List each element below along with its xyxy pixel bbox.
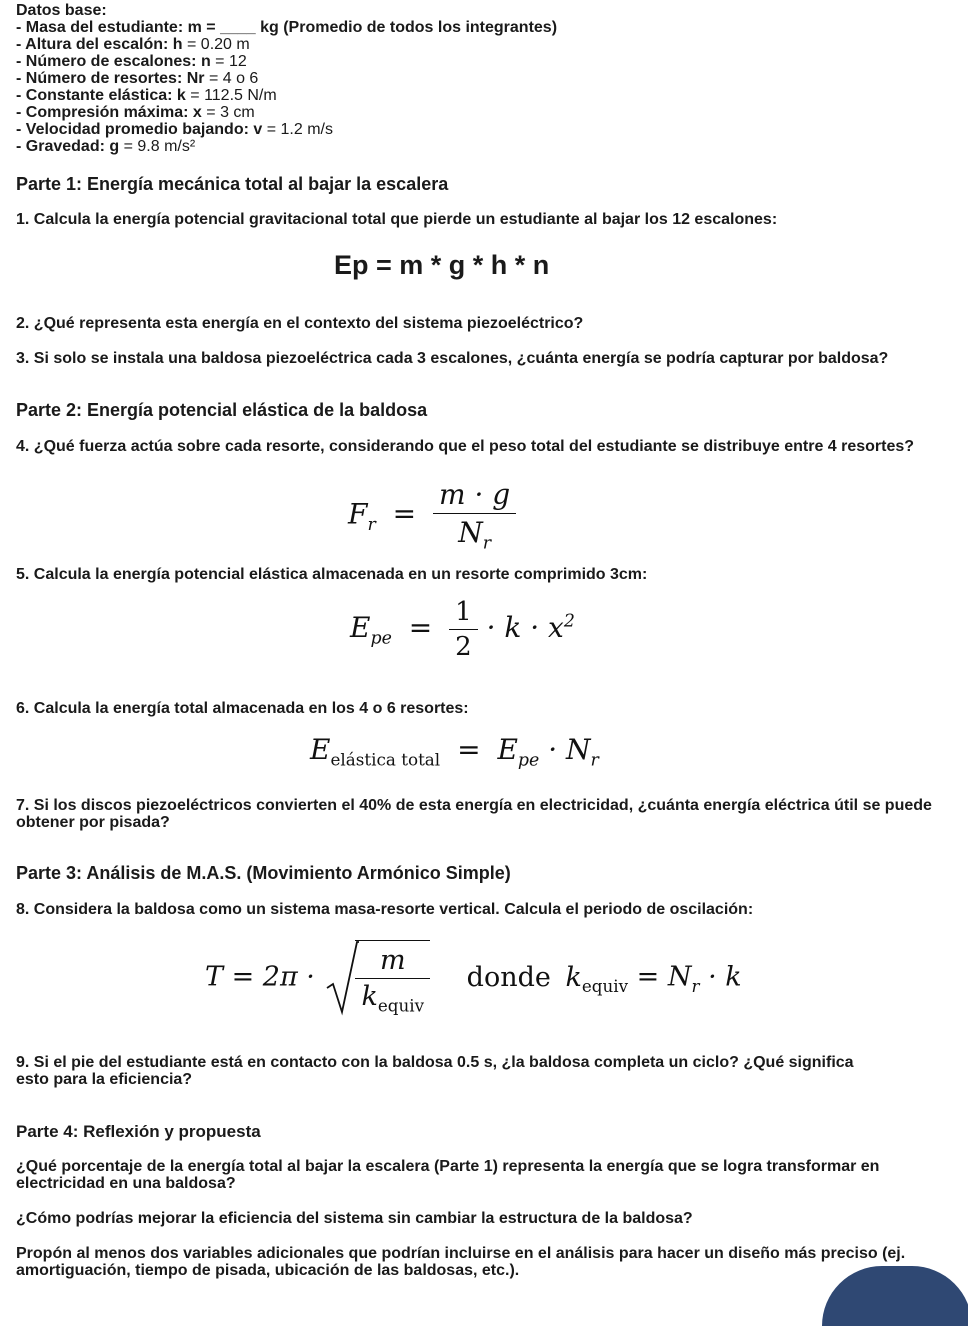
- formula-periodo: T = 2π · $\frac{m}{k_{equiv}}$ donde $k_{equiv} = N_r \cdot k$: [205, 940, 742, 1016]
- formula-fuerza-resorte: $F_r$ = $\frac{m \cdot g}{N_r}$: [348, 478, 516, 554]
- datos-constante: - Constante elástica: k = 112.5 N/m: [16, 87, 277, 104]
- question-9: 9. Si el pie del estudiante está en contacto con la baldosa 0.5 s, ¿la baldosa completa un ciclo? ¿Qué significa esto para la eficiencia?: [16, 1054, 854, 1088]
- fraction-m-g-over-nr: $\frac{m \cdot g}{N_r}$: [433, 478, 516, 554]
- reflexion-1: ¿Qué porcentaje de la energía total al bajar la escalera (Parte 1) representa la energía que se logra transformar en electricidad en una baldosa?: [16, 1158, 880, 1192]
- question-5: 5. Calcula la energía potencial elástica almacenada en un resorte comprimido 3cm:: [16, 566, 648, 583]
- datos-escalones: - Número de escalones: n = 12: [16, 53, 247, 70]
- reflexion-3: Propón al menos dos variables adicionales que podrían incluirse en el análisis para hacer un diseño más preciso (ej. amortiguación, tiempo de pisada, ubicación de las baldosas, etc.).: [16, 1245, 906, 1279]
- question-1: 1. Calcula la energía potencial gravitacional total que pierde un estudiante al bajar los 12 escalones:: [16, 211, 778, 228]
- question-4: 4. ¿Qué fuerza actúa sobre cada resorte, considerando que el peso total del estudiante se distribuye entre 4 resortes?: [16, 438, 915, 455]
- datos-gravedad: - Gravedad: g = 9.8 m/s²: [16, 138, 196, 155]
- question-3: 3. Si solo se instala una baldosa piezoeléctrica cada 3 escalones, ¿cuánta energía se podría capturar por baldosa?: [16, 350, 889, 367]
- parte3-heading: Parte 3: Análisis de M.A.S. (Movimiento Armónico Simple): [16, 863, 511, 883]
- datos-altura: - Altura del escalón: h = 0.20 m: [16, 36, 250, 53]
- datos-resortes: - Número de resortes: Nr = 4 o 6: [16, 70, 259, 87]
- formula-energia-total: $E_{elástica total} = E_{pe} \cdot N_r$: [310, 733, 599, 771]
- datos-base-title: Datos base:: [16, 2, 107, 19]
- datos-compresion: - Compresión máxima: x = 3 cm: [16, 104, 255, 121]
- question-6: 6. Calcula la energía total almacenada en los 4 o 6 resortes:: [16, 700, 469, 717]
- fraction-one-half: $\frac{1}{2}$: [449, 597, 478, 662]
- question-2: 2. ¿Qué representa esta energía en el contexto del sistema piezoeléctrico?: [16, 315, 584, 332]
- sqrt-sign: [325, 940, 359, 1016]
- question-8: 8. Considera la baldosa como un sistema masa-resorte vertical. Calcula el periodo de oscilación:: [16, 901, 754, 918]
- datos-velocidad: - Velocidad promedio bajando: v = 1.2 m/s: [16, 121, 333, 138]
- formula-ep: Ep = m * g * h * n: [334, 250, 550, 280]
- fraction-m-over-kequiv: $\frac{m}{k_{equiv}}$: [355, 940, 430, 1015]
- reflexion-2: ¿Cómo podrías mejorar la eficiencia del sistema sin cambiar la estructura de la baldosa?: [16, 1210, 693, 1227]
- parte4-heading: Parte 4: Reflexión y propuesta: [16, 1122, 261, 1141]
- question-7: 7. Si los discos piezoeléctricos convierten el 40% de esta energía en electricidad, ¿cuánta energía eléctrica útil se puede obtener por pisada?: [16, 797, 932, 831]
- datos-masa: - Masa del estudiante: m = ____ kg (Promedio de todos los integrantes): [16, 19, 558, 36]
- formula-energia-elastica: $E_{pe}$ = $\frac{1}{2}$ · $k \cdot x^2$: [350, 597, 575, 662]
- parte1-heading: Parte 1: Energía mecánica total al bajar la escalera: [16, 174, 449, 194]
- parte2-heading: Parte 2: Energía potencial elástica de la baldosa: [16, 400, 428, 420]
